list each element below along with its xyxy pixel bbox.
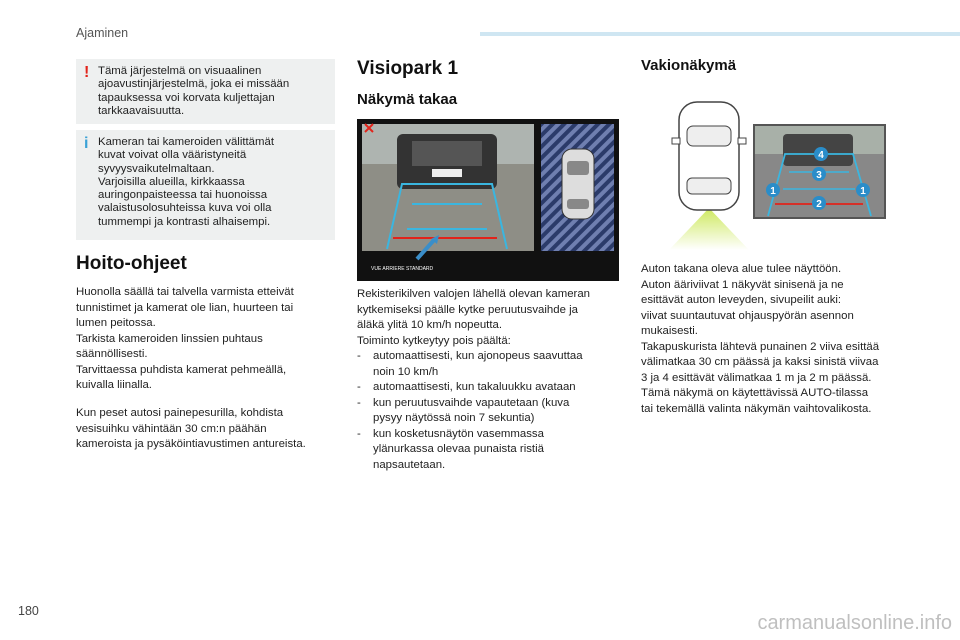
info-line: valaistusolosuhteissa kuva voi olla (98, 202, 272, 215)
exclamation-icon: ! (84, 64, 90, 81)
marker-label: 4 (818, 150, 824, 161)
rear-camera-screenshot (357, 119, 619, 281)
rear-view-subtitle: Näkymä takaa (357, 91, 458, 108)
text-line: Toiminto kytkeytyy pois päältä: (357, 334, 511, 347)
text-line: Tarvittaessa puhdista kamerat pehmeällä, (76, 363, 287, 376)
text-line: Takapuskurista lähtevä punainen 2 viiva esittää (641, 340, 880, 353)
text-line: esittävät auton leveyden, sivupeilit auki: (641, 294, 842, 306)
text-line: pysyy näytössä noin 7 sekuntia) (373, 412, 535, 424)
marker-label: 1 (860, 186, 866, 197)
text-line: Tarkista kameroiden linssien puhtaus (76, 332, 263, 345)
standard-view-camera-image (753, 124, 886, 219)
section-header: Ajaminen (76, 26, 129, 40)
hoito-para2 (76, 406, 306, 453)
text-line: Rekisterikilven valojen lähellä olevan kameran (357, 288, 590, 300)
text-line: automaattisesti, kun takaluukku avataan (373, 381, 576, 393)
list-item: - kun kosketusnäytön vasemmassa (357, 427, 590, 443)
visiopark-intro (357, 287, 590, 473)
standard-view-diagram (753, 124, 886, 219)
text-line: Huonolla säällä tai talvella varmista etteivät (76, 286, 294, 298)
warning-box (76, 59, 335, 124)
warning-line: tarkkaavaisuutta. (98, 104, 185, 117)
info-icon: i (84, 135, 89, 152)
info-box (76, 130, 335, 240)
text-line: noin 10 km/h (373, 365, 439, 378)
text-line: mukaisesti. (641, 325, 698, 337)
marker-label: 1 (770, 186, 776, 197)
text-line: tai tekemällä valinta näkymän vaihtovalikosta. (641, 402, 872, 415)
text-line: säännöllisesti. (76, 348, 148, 360)
text-line: napsautetaan. (373, 458, 446, 471)
text-line: äläkä ylitä 10 km/h nopeutta. (357, 319, 503, 331)
standard-view-text (641, 262, 879, 417)
camera-caption: VUE ARRIERE STANDARD (371, 266, 434, 272)
warning-line: tapauksessa voi korvata kuljettajan (98, 91, 275, 104)
text-line: välimatkaa 30 cm päässä ja kaksi sinistä viivaa (641, 356, 879, 368)
standard-view-title: Vakionäkymä (641, 57, 737, 74)
info-line: syvyysvaikutelmaltaan. (98, 162, 215, 175)
warning-line: ajoavustinjärjestelmä, joka ei missään (98, 78, 290, 91)
page-number: 180 (18, 604, 39, 618)
list-item: - automaattisesti, kun ajonopeus saavuttaa (357, 349, 590, 365)
text-line: viivat suuntautuvat ohjauspyörän asennon (641, 309, 854, 322)
warning-line: Tämä järjestelmä on visuaalinen (98, 65, 262, 77)
text-line: ylänurkassa olevaa punaista ristiä (373, 443, 544, 455)
text-line: Tämä näkymä on käytettävissä AUTO-tilassa (641, 387, 869, 399)
text-line: vesisuihku vähintään 30 cm:n päähän (76, 422, 267, 435)
info-line: auringonpaisteessa tai huonoissa (98, 189, 268, 202)
footer-watermark: carmanualsonline.info (757, 612, 952, 634)
text-line: kuivalla liinalla. (76, 379, 152, 391)
visiopark-title: Visiopark 1 (357, 58, 459, 79)
text-line: kun kosketusnäytön vasemmassa (373, 427, 544, 440)
info-line: Kameran tai kameroiden välittämät (98, 136, 275, 148)
text-line: Auton ääriviivat 1 näkyvät sinisenä ja ne (641, 278, 844, 291)
rear-camera-image (357, 119, 619, 281)
text-line: Kun peset autosi painepesurilla, kohdista (76, 407, 284, 419)
list-item: - kun peruutusvaihde vapautetaan (kuva (357, 396, 590, 412)
text-line: 3 ja 4 esittävät välimatkaa 1 m ja 2 m päässä. (641, 371, 872, 384)
info-line: tummempi ja kontrasti alhaisempi. (98, 215, 271, 228)
marker-label: 3 (816, 170, 822, 181)
text-line: tunnistimet ja kamerat ole lian, huurteen tai (76, 301, 294, 314)
text-line: lumen peitossa. (76, 317, 156, 329)
list-item: - automaattisesti, kun takaluukku avataan (357, 380, 590, 396)
hoito-para1 (76, 285, 294, 394)
header-rule (480, 32, 960, 36)
text-line: kameroista ja pysäköintiavustimen antureista. (76, 438, 306, 450)
car-top-view-icon (669, 98, 749, 250)
text-line: kytkemiseksi päälle kytke peruutusvaihde ja (357, 303, 578, 316)
hoito-title: Hoito-ohjeet (76, 253, 187, 274)
info-line: Varjoisilla alueilla, kirkkaassa (98, 175, 245, 188)
marker-label: 2 (816, 199, 822, 210)
text-line: automaattisesti, kun ajonopeus saavuttaa (373, 350, 583, 362)
info-line: kuvat voivat olla vääristyneitä (98, 149, 247, 162)
text-line: Auton takana oleva alue tulee näyttöön. (641, 263, 842, 275)
text-line: kun peruutusvaihde vapautetaan (kuva (373, 396, 570, 409)
